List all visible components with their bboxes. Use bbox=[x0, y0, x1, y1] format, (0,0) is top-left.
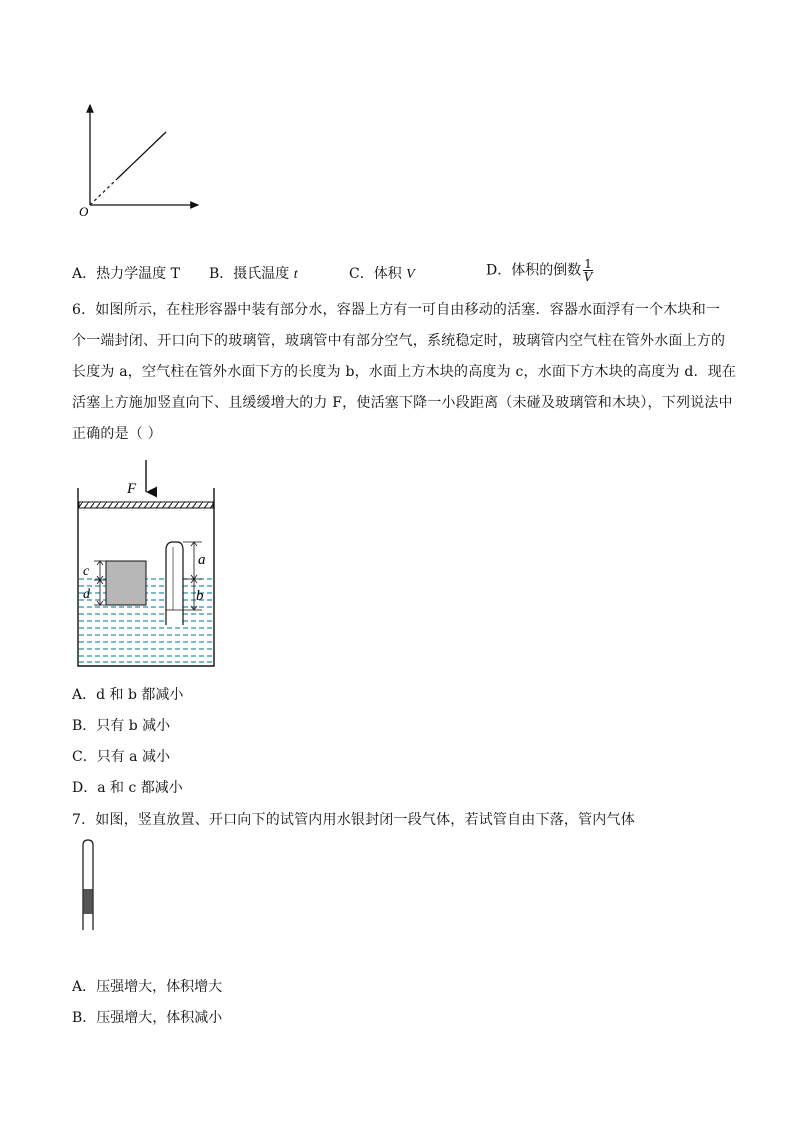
q6-stem-line-4: 活塞上方施加竖直向下、且缓缓增大的力 F，使活塞下降一小段距离（未碰及玻璃管和木块），下列说法中 bbox=[72, 395, 733, 411]
label-a: a bbox=[198, 552, 206, 568]
wooden-block bbox=[106, 561, 146, 605]
label-c: c bbox=[83, 564, 90, 579]
q7-stem: 7．如图，竖直放置、开口向下的试管内用水银封闭一段气体，若试管自由下落，管内气体 bbox=[72, 812, 635, 828]
q7-option-a[interactable]: A．压强增大，体积增大 bbox=[72, 979, 223, 995]
q6-stem-line-5: 正确的是（ ） bbox=[72, 426, 162, 442]
dashed-extension bbox=[90, 179, 117, 205]
piston bbox=[79, 502, 213, 508]
container-piston-figure bbox=[70, 455, 225, 670]
fraction-one-over-v: $\frac{1}{V}$ bbox=[583, 257, 593, 284]
q5-option-d[interactable]: D．体积的倒数 $\frac{1}{V}$ bbox=[486, 257, 593, 284]
q6-option-c[interactable]: C．只有 a 减小 bbox=[72, 749, 170, 765]
q6-stem-line-2: 个一端封闭、开口向下的玻璃管，玻璃管中有部分空气，系统稳定时，玻璃管内空气柱在管外水面上方的 bbox=[72, 333, 726, 349]
mercury-column bbox=[84, 889, 93, 914]
origin-label: O bbox=[79, 204, 89, 219]
label-b: b bbox=[196, 588, 204, 604]
q6-option-d[interactable]: D．a 和 c 都减小 bbox=[72, 780, 183, 796]
q6-option-b[interactable]: B．只有 b 减小 bbox=[72, 718, 171, 734]
q5-option-a[interactable]: A．热力学温度 T bbox=[72, 266, 180, 282]
q5-option-c[interactable]: C．体积 V bbox=[349, 266, 415, 282]
q5-option-b[interactable]: B．摄氏温度 t bbox=[209, 266, 298, 282]
q7-option-b[interactable]: B．压强增大，体积减小 bbox=[72, 1010, 223, 1026]
graph-line bbox=[117, 132, 166, 179]
label-d: d bbox=[83, 587, 90, 602]
q6-option-a[interactable]: A．d 和 b 都减小 bbox=[72, 687, 184, 703]
test-tube bbox=[83, 840, 93, 930]
force-label: F bbox=[127, 481, 137, 497]
linear-graph-figure bbox=[70, 95, 210, 225]
q6-stem-line-1: 6．如图所示，在柱形容器中装有部分水，容器上方有一可自由移动的活塞．容器水面浮有一个木块和一 bbox=[72, 302, 721, 318]
q6-stem-line-3: 长度为 a，空气柱在管外水面下方的长度为 b，水面上方木块的高度为 c，水面下方木块的高度为 d．现在 bbox=[72, 364, 737, 380]
test-tube-figure bbox=[78, 838, 100, 934]
